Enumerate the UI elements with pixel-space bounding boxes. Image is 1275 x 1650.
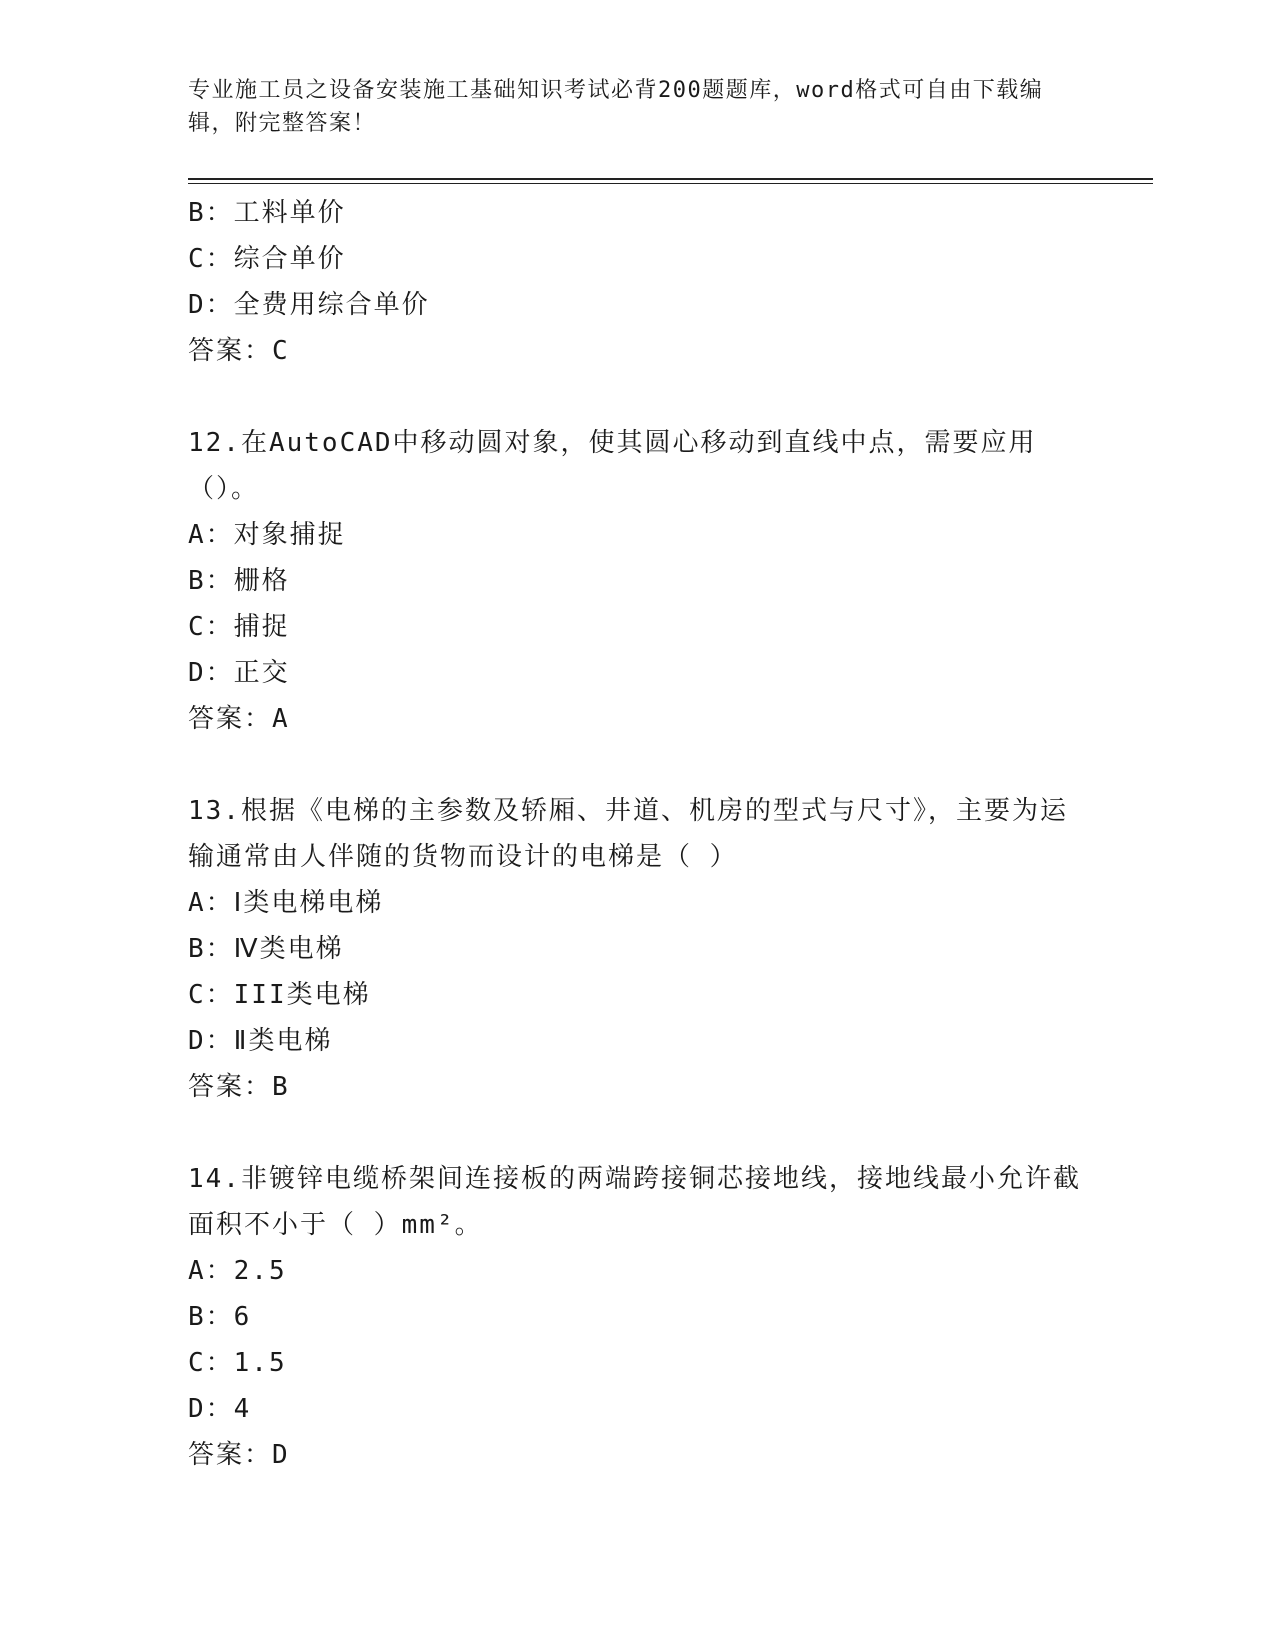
option-b: B：Ⅳ类电梯 xyxy=(188,934,344,964)
header-divider xyxy=(188,178,1153,180)
question-stem: 13.根据《电梯的主参数及轿厢、井道、机房的型式与尺寸》，主要为运输通常由人伴随的货物而设计的电梯是（ ） xyxy=(188,796,1068,872)
option-d: D：Ⅱ类电梯 xyxy=(188,1026,333,1056)
question-13 xyxy=(188,788,1088,1110)
option-c: C：捕捉 xyxy=(188,612,290,642)
answer: 答案：B xyxy=(188,1072,290,1102)
answer: 答案：D xyxy=(188,1440,290,1470)
option-b: B：栅格 xyxy=(188,566,290,596)
option-d: D：全费用综合单价 xyxy=(188,290,430,320)
option-c: C：III类电梯 xyxy=(188,980,371,1010)
option-a: A：Ⅰ类电梯电梯 xyxy=(188,888,384,918)
option-b: B：6 xyxy=(188,1302,252,1332)
answer: 答案：A xyxy=(188,704,290,734)
header-divider-thin xyxy=(188,183,1153,184)
option-a: A：对象捕捉 xyxy=(188,520,346,550)
option-c: C：1.5 xyxy=(188,1348,287,1378)
option-d: D：4 xyxy=(188,1394,252,1424)
answer: 答案：C xyxy=(188,336,290,366)
document-title: 专业施工员之设备安装施工基础知识考试必背200题题库，word格式可自由下载编辑，附完整答案！ xyxy=(188,78,1044,136)
question-14 xyxy=(188,1156,1088,1478)
question-stem: 14.非镀锌电缆桥架间连接板的两端跨接铜芯接地线，接地线最小允许截面积不小于（ ）mm²。 xyxy=(188,1164,1081,1240)
question-11-continued xyxy=(188,190,1088,374)
question-stem: 12.在AutoCAD中移动圆对象，使其圆心移动到直线中点，需要应用（）。 xyxy=(188,428,1037,504)
option-d: D：正交 xyxy=(188,658,290,688)
option-b: B：工料单价 xyxy=(188,198,346,228)
option-c: C：综合单价 xyxy=(188,244,346,274)
question-12 xyxy=(188,420,1088,742)
question-list xyxy=(188,190,1088,1478)
option-a: A：2.5 xyxy=(188,1256,287,1286)
page-header xyxy=(188,74,1088,140)
